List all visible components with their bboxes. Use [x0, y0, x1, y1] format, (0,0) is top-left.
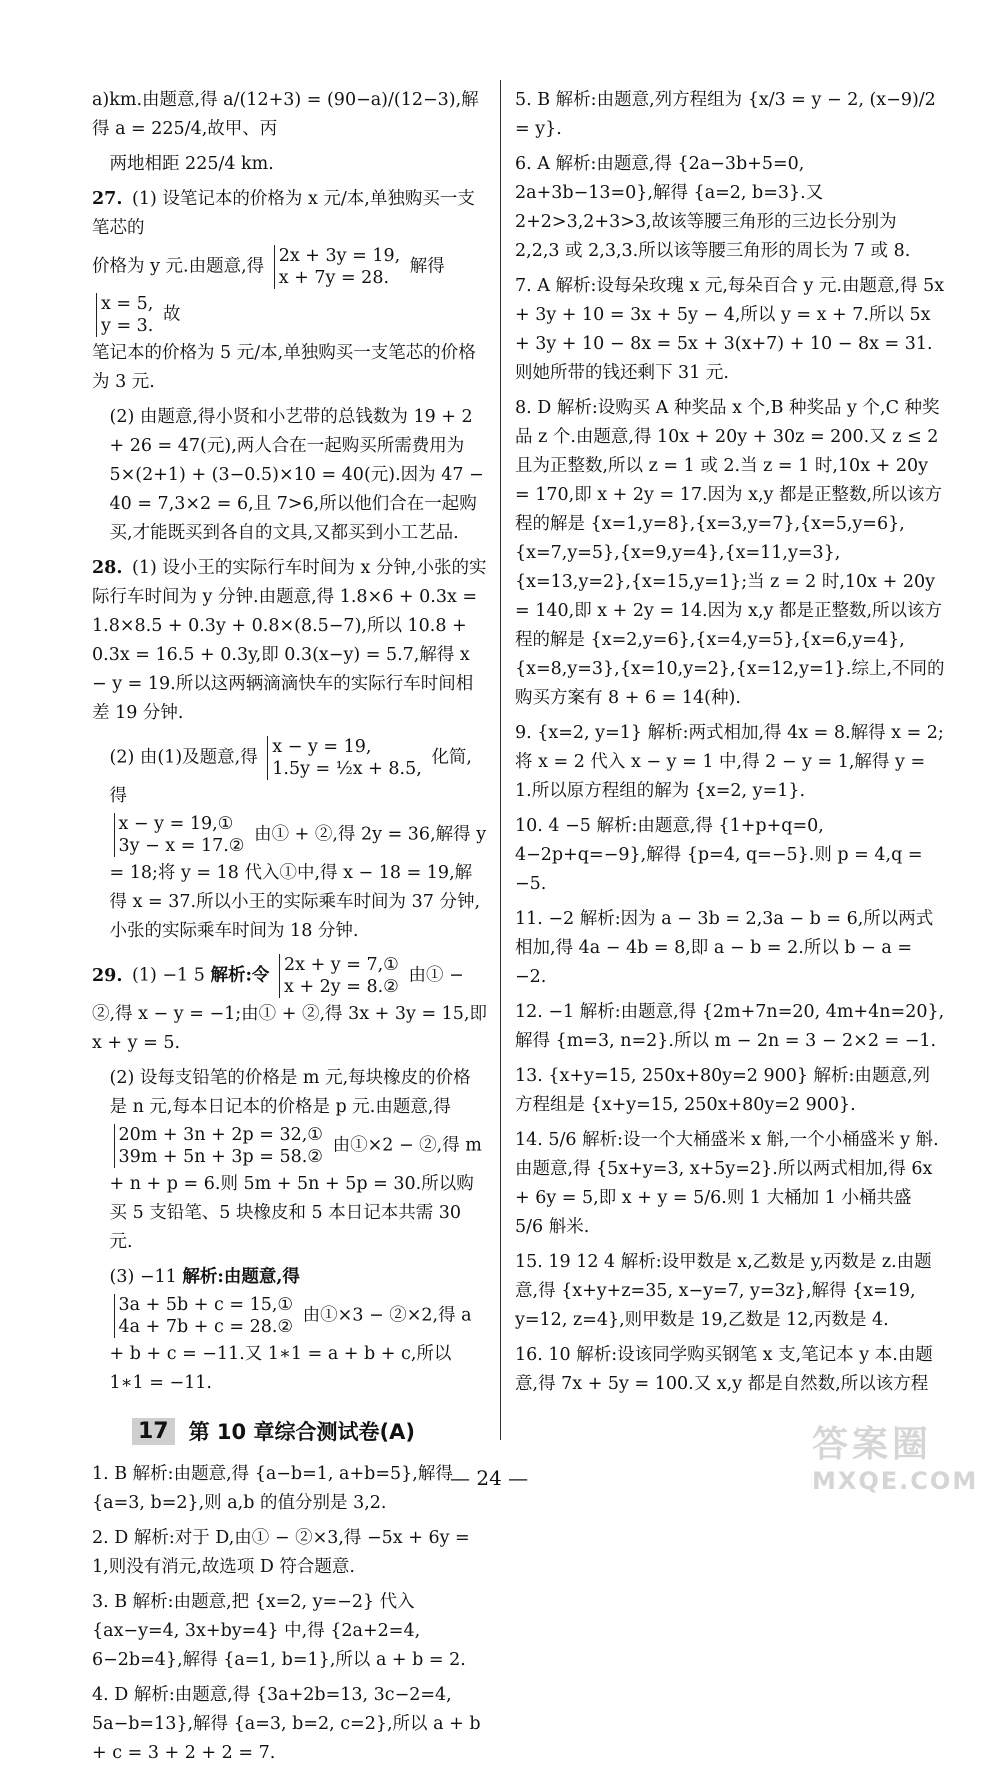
- test-item-9: 9. {x=2, y=1} 解析:两式相加,得 4x = 8.解得 x = 2;将 x = 2 代入 x − y = 1 中,得 2 − y = 1,解得 y = 1.所以原方程组的解为 {x=2, y=1}.: [515, 723, 944, 801]
- q29-answer-1: (1) −1 5: [132, 965, 205, 986]
- eq-line: 39m + 5n + 3p = 58.②: [118, 1147, 323, 1167]
- watermark-line-2: MXQE.COM: [812, 1467, 979, 1495]
- q29-part-2: [92, 1064, 487, 1257]
- test-item-6: 6. A 解析:由题意,得 {2a−3b+5=0, 2a+3b−13=0},解得 {a=2, b=3}.又 2+2>3,2+3>3,故该等腰三角形的三边长分别为 2,2,3 或 2,3,3.所以该等腰三角形的周长为 7 或 8.: [515, 154, 911, 261]
- q27-part-2: (2) 由题意,得小贤和小艺带的总钱数为 19 + 2 + 26 = 47(元),两人合在一起购买所需费用为 5×(2+1) + (3−0.5)×10 = 40(元).因为 47 − 40 = 7,3×2 = 6,且 7>6,所以他们合在一起购买,才能既买到各自的文具,又都买到小工艺品.: [109, 407, 484, 543]
- question-27: [92, 185, 487, 397]
- q29-analysis-3: 解析:由题意,得: [182, 1267, 300, 1287]
- q29-system-1: [279, 954, 399, 998]
- q27-sol-lead: 解得: [409, 256, 445, 277]
- eq-line: 3y − x = 17.②: [118, 836, 245, 856]
- section-number: 17: [132, 1418, 175, 1445]
- question-29: [92, 952, 487, 1058]
- test-item-11: 11. −2 解析:因为 a − 3b = 2,3a − b = 6,所以两式相加,得 4a − 4b = 8,即 a − b = 2.所以 b − a = −2.: [515, 909, 934, 987]
- page-number: — 24 —: [450, 1466, 529, 1490]
- test-item-1: 1. B 解析:由题意,得 {a−b=1, a+b=5},解得 {a=3, b=2},则 a,b 的值分别是 3,2.: [92, 1464, 453, 1513]
- right-column: [515, 86, 945, 1405]
- column-divider: [500, 80, 501, 1440]
- q27-system: [274, 245, 400, 289]
- test-item-10: 10. 4 −5 解析:由题意,得 {1+p+q=0, 4−2p+q=−9},解得 {p=4, q=−5}.则 p = 4,q = −5.: [515, 816, 923, 894]
- section-heading: [132, 1416, 487, 1446]
- q27-text-b: 价格为 y 元.由题意,得: [92, 256, 265, 277]
- q29-system-3: [114, 1294, 294, 1338]
- q29-text-2: (2) 设每支铅笔的价格是 m 元,每块橡皮的价格是 n 元,每本日记本的价格是 p 元.由题意,得: [109, 1068, 471, 1117]
- q27-text-e: 为 3 元.: [92, 372, 155, 392]
- q27-text-c: 故: [162, 304, 181, 325]
- eq-line: 3a + 5b + c = 15,①: [118, 1295, 294, 1315]
- q28-simplify: 化简,得: [109, 747, 472, 806]
- section-title: 第 10 章综合测试卷(A): [188, 1420, 415, 1444]
- test-item-8: 8. D 解析:设购买 A 种奖品 x 个,B 种奖品 y 个,C 种奖品 z 个.由题意,得 10x + 20y + 30z = 200.又 z ≤ 2 且为正整数,所以 z = 1 或 2.当 z = 1 时,10x + 20y = 170,即 x + 2y = 17.因为 x,y 都是正整数,所以该方程的解是 {x=1,y=8},{x=3,y=7},{x=5,y=6},{x=7,y=5},{x=9,y=4},{x=11,y=3},{x=13,y=2},{x=15,y=1};当 z = 2 时,10x + 20y = 140,即 x + 2y = 14.因为 x,y 都是正整数,所以该方程的解是 {x=2,y=6},{x=4,y=5},{x=6,y=4},{x=8,y=3},{x=10,y=2},{x=12,y=1}.综上,不同的购买方案有 8 + 6 = 14(种).: [515, 398, 945, 708]
- q28-rest: 由① + ②,得 2y = 36,解得 y = 18;将 y = 18 代入①中,得 x − 18 = 19,解得 x = 37.所以小王的实际乘车时间为 37 分钟,小张的实际乘车时间为 18 分钟.: [109, 824, 487, 941]
- test-item-12: 12. −1 解析:由题意,得 {2m+7n=20, 4m+4n=20},解得 {m=3, n=2}.所以 m − 2n = 3 − 2×2 = −1.: [515, 1002, 945, 1051]
- eq-line: 2x + y = 7,①: [284, 955, 399, 975]
- test-item-3: 3. B 解析:由题意,把 {x=2, y=−2} 代入 {ax−y=4, 3x+by=4} 中,得 {2a+2=4, 6−2b=4},解得 {a=1, b=1},所以 a + b = 2.: [92, 1592, 466, 1670]
- test-item-14: 14. 5/6 解析:设一个大桶盛米 x 斛,一个小桶盛米 y 斛.由题意,得 {5x+y=3, x+5y=2}.所以两式相加,得 6x + 6y = 5,即 x + y = 5/6.则 1 大桶加 1 小桶共盛 5/6 斛米.: [515, 1130, 939, 1237]
- eq-line: x − y = 19,: [272, 737, 372, 757]
- question-28: [92, 554, 487, 728]
- q28-part-1: (1) 设小王的实际行车时间为 x 分钟,小张的实际行车时间为 y 分钟.由题意,得 1.8×6 + 0.3x = 1.8×8.5 + 0.3y + 0.8×(8.5−7),所以 10.8 + 0.3x = 16.5 + 0.3y,即 0.3(x−y) = 5.7,解得 x − y = 19.所以这两辆滴滴快车的实际行车时间相差 19 分钟.: [92, 558, 487, 723]
- eq-line: 4a + 7b + c = 28.②: [118, 1317, 294, 1337]
- q29-answer-3: (3) −11: [109, 1267, 177, 1287]
- q27-solution: [96, 293, 153, 337]
- q28-lead: (2) 由(1)及题意,得: [109, 747, 258, 768]
- q29-text-1: 由① − ②,得 x − y = −1;由① + ②,得 3x + 3y = 15,即 x + y = 5.: [92, 965, 487, 1053]
- q29-analysis-1: 解析:令: [210, 965, 270, 986]
- eq-line: x + 2y = 8.②: [284, 977, 399, 997]
- intro-line-2: 两地相距 225/4 km.: [109, 154, 274, 174]
- test-item-15: 15. 19 12 4 解析:设甲数是 x,乙数是 y,丙数是 z.由题意,得 {x+y+z=35, x−y=7, y=3z},解得 {x=19, y=12, z=4},则甲数是 19,乙数是 12,丙数是 4.: [515, 1252, 932, 1330]
- q29-system-2: [114, 1124, 324, 1168]
- q27-text-d: 笔记本的价格为 5 元/本,单独购买一支笔芯的价格: [92, 343, 476, 363]
- test-item-7: 7. A 解析:设每朵玫瑰 x 元,每朵百合 y 元.由题意,得 5x + 3y + 10 = 3x + 5y − 4,所以 y = x + 7.所以 5x + 3y + 10 − 8x = 5x + 3(x+7) + 10 − 8x = 31.则她所带的钱还剩下 31 元.: [515, 276, 945, 383]
- q28-system-a: [267, 736, 422, 780]
- q29-text-2b: 由①×2 − ②,得 m + n + p = 6.则 5m + 5n + 5p = 30.所以购买 5 支铅笔、5 块橡皮和 5 本日记本共需 30 元.: [109, 1135, 482, 1252]
- watermark-logo: [812, 1416, 982, 1496]
- test-item-16: 16. 10 解析:设该同学购买钢笔 x 支,笔记本 y 本.由题意,得 7x + 5y = 100.又 x,y 都是自然数,所以该方程: [515, 1345, 933, 1394]
- test-item-4: 4. D 解析:由题意,得 {3a+2b=13, 3c−2=4, 5a−b=13},解得 {a=3, b=2, c=2},所以 a + b + c = 3 + 2 + 2 = 7.: [92, 1685, 481, 1763]
- question-number: 29.: [92, 965, 123, 986]
- q28-system-b: [114, 813, 245, 857]
- q28-part-2: [92, 734, 487, 946]
- question-number: 28.: [92, 558, 123, 578]
- q29-part-3: [92, 1263, 487, 1398]
- intro-line-1: a)km.由题意,得 a/(12+3) = (90−a)/(12−3),解得 a = 225/4,故甲、丙: [92, 90, 479, 139]
- question-number: 27.: [92, 189, 123, 209]
- q27-text-a: (1) 设笔记本的价格为 x 元/本,单独购买一支笔芯的: [92, 189, 475, 238]
- test-item-13: 13. {x+y=15, 250x+80y=2 900} 解析:由题意,列方程组是 {x+y=15, 250x+80y=2 900}.: [515, 1066, 931, 1115]
- q29-text-3: 由①×3 − ②×2,得 a + b + c = −11.又 1∗1 = a + b + c,所以 1∗1 = −11.: [109, 1305, 472, 1393]
- eq-line: 20m + 3n + 2p = 32,①: [118, 1125, 323, 1145]
- eq-line: x + 7y = 28.: [278, 268, 390, 288]
- eq-line: 2x + 3y = 19,: [278, 246, 401, 266]
- test-item-5: 5. B 解析:由题意,列方程组为 {x/3 = y − 2, (x−9)/2 = y}.: [515, 90, 936, 139]
- left-column: [92, 86, 487, 1774]
- eq-line: 1.5y = ½x + 8.5,: [272, 759, 422, 779]
- eq-line: y = 3.: [101, 316, 154, 336]
- eq-line: x = 5,: [101, 294, 154, 314]
- test-item-2: 2. D 解析:对于 D,由① − ②×3,得 −5x + 6y = 1,则没有消元,故选项 D 符合题意.: [92, 1528, 470, 1577]
- watermark-line-1: 答案圈: [812, 1424, 933, 1465]
- eq-line: x − y = 19,①: [118, 814, 234, 834]
